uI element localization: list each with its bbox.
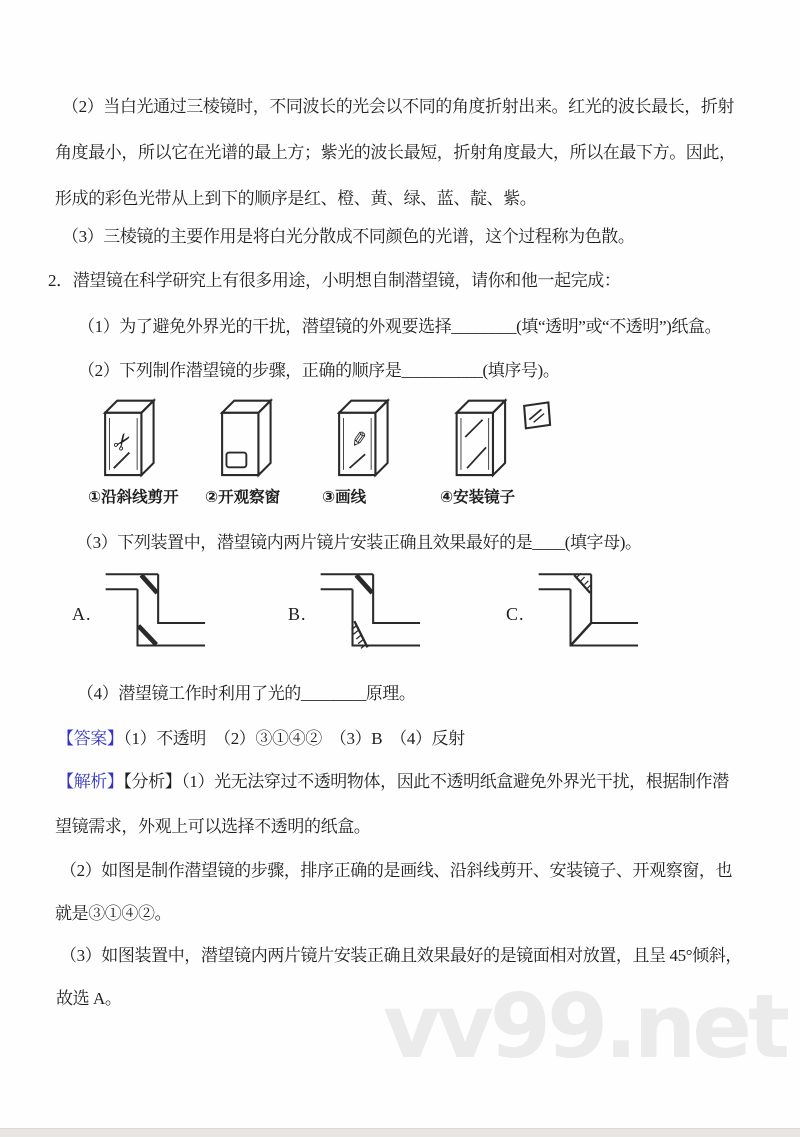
- analysis-line3: （2）如图是制作潜望镜的步骤，排序正确的是画线、沿斜线剪开、安装镜子、开观察窗，也: [60, 861, 733, 880]
- box-install-mirror-icon: [440, 392, 565, 482]
- box-draw-line-icon: [322, 392, 422, 482]
- periscope-diagram-C: [533, 560, 669, 656]
- question2-sub1: （1）为了避免外界光的干扰，潜望镜的外观要选择________(填“透明”或“不透明”)纸盒。: [78, 317, 722, 336]
- step-label-4: ④安装镜子: [440, 489, 516, 506]
- analysis-line1: [57, 767, 729, 792]
- step-label-1: ①沿斜线剪开: [88, 489, 179, 506]
- paragraph2-line1: （2）当白光通过三棱镜时，不同波长的光会以不同的角度折射出来。红光的波长最长，折射: [62, 97, 735, 116]
- paragraph2-line2: 角度最小，所以它在光谱的最上方；紫光的波长最短，折射角度最大，所以在最下方。因此，: [55, 143, 736, 162]
- step-figure-2: [205, 392, 305, 507]
- answer-text: （1）不透明 （2）③①④② （3）B （4）反射: [123, 729, 465, 748]
- question2-sub3: （3）下列装置中，潜望镜内两片镜片安装正确且效果最好的是____(填字母)。: [76, 533, 642, 552]
- option-A: [72, 560, 236, 656]
- option-B-label: B.: [288, 603, 307, 624]
- step-figure-3: [322, 392, 422, 507]
- step-figure-4: [440, 392, 565, 507]
- answer-label: 【答案】: [57, 729, 124, 748]
- periscope-diagram-A: [100, 560, 236, 656]
- paragraph2-line3: 形成的彩色光带从上到下的顺序是红、橙、黄、绿、蓝、靛、紫。: [55, 189, 537, 208]
- site-watermark: vv99.net: [383, 975, 787, 1078]
- periscope-diagram-B: [315, 560, 451, 656]
- box-window-icon: [205, 392, 305, 482]
- analysis-text1: （1）光无法穿过不透明物体，因此不透明纸盒避免外界光干扰，根据制作潜: [181, 772, 729, 791]
- jiexi-label: 【解析】: [57, 772, 124, 791]
- analysis-line4: 就是③①④②。: [55, 904, 172, 923]
- step-label-2: ②开观察窗: [205, 489, 281, 506]
- analysis-line5: （3）如图装置中，潜望镜内两片镜片安装正确且效果最好的是镜面相对放置，且呈 45°倾斜，: [60, 946, 742, 965]
- paragraph3-line: （3）三棱镜的主要作用是将白光分散成不同颜色的光谱，这个过程称为色散。: [62, 227, 635, 246]
- question2-sub2: （2）下列制作潜望镜的步骤，正确的顺序是__________(填序号)。: [78, 361, 560, 380]
- option-C: [506, 560, 669, 656]
- analysis-line6: 故选 A。: [56, 989, 122, 1008]
- question2-stem: 2．潜望镜在科学研究上有很多用途，小明想自制潜望镜，请你和他一起完成：: [48, 271, 621, 290]
- option-A-label: A.: [72, 603, 92, 624]
- mirror-piece-icon: [524, 402, 550, 428]
- box-cut-diagonal-icon: [88, 392, 188, 482]
- page-bottom-edge: [0, 1128, 800, 1137]
- fenxi-label: 【分析】: [123, 772, 182, 791]
- option-C-label: C.: [506, 603, 525, 624]
- pencil-icon: ✏: [343, 424, 372, 452]
- question2-sub4: （4）潜望镜工作时利用了光的________原理。: [77, 684, 416, 703]
- scissors-icon: ✂: [107, 426, 139, 457]
- option-B: [288, 560, 451, 656]
- answer-line: [57, 724, 465, 749]
- analysis-line2: 望镜需求，外观上可以选择不透明的纸盒。: [55, 817, 371, 836]
- step-label-3: ③画线: [322, 489, 367, 506]
- step-figure-1: [88, 392, 188, 507]
